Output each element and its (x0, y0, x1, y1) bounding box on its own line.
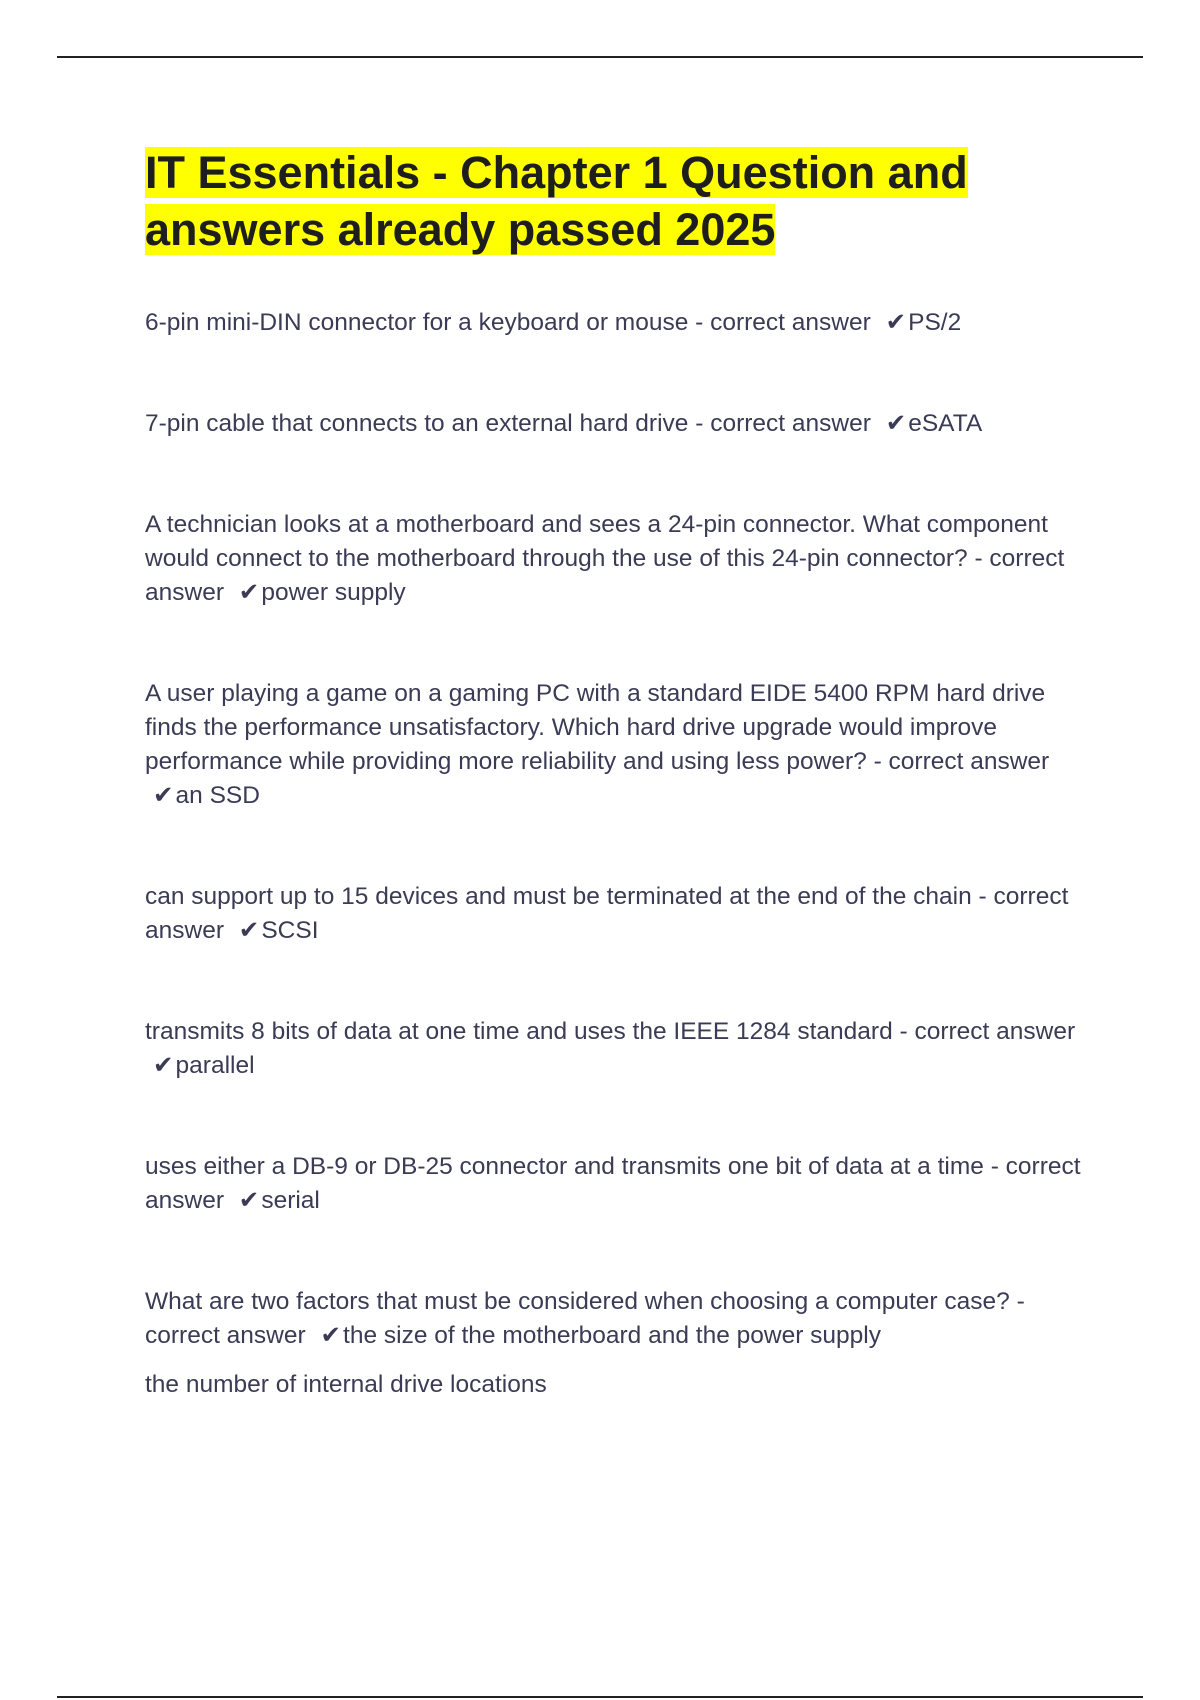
answer-text: the size of the motherboard and the power supply (343, 1322, 881, 1349)
correct-answer-marker: - correct answer (873, 748, 1050, 775)
question-text: transmits 8 bits of data at one time and uses the IEEE 1284 standard (145, 1018, 893, 1045)
answer-text: SCSI (261, 917, 319, 944)
document-body (145, 144, 1095, 1402)
correct-answer-marker: - correct answer (145, 545, 1065, 606)
title-highlight: IT Essentials - Chapter 1 Question and answers already passed 2025 (145, 147, 968, 255)
qa-item (145, 508, 1095, 610)
answer-text: power supply (261, 579, 406, 606)
question-text: A technician looks at a motherboard and sees a 24-pin connector. What component would connect to the motherboard through the use of this 24-pin connector? (145, 511, 1048, 572)
qa-item (145, 407, 1095, 441)
qa-list (145, 306, 1095, 1402)
checkmark-icon: ✔ (238, 917, 260, 944)
correct-answer-marker: - correct answer (695, 410, 871, 437)
question-text: can support up to 15 devices and must be terminated at the end of the chain (145, 883, 972, 910)
correct-answer-marker: - correct answer (899, 1018, 1076, 1045)
qa-item (145, 677, 1095, 813)
document-title (145, 144, 1095, 258)
checkmark-icon: ✔ (238, 1187, 260, 1214)
correct-answer-marker: - correct answer (145, 1153, 1081, 1214)
answer-continuation: the number of internal drive locations (145, 1371, 547, 1398)
answer-text: PS/2 (908, 309, 962, 336)
answer-text: serial (261, 1187, 320, 1214)
checkmark-icon: ✔ (885, 309, 907, 336)
bottom-rule (57, 1696, 1143, 1698)
question-text: 6-pin mini-DIN connector for a keyboard or mouse (145, 309, 689, 336)
correct-answer-marker: - correct answer (145, 883, 1069, 944)
answer-text: eSATA (908, 410, 983, 437)
checkmark-icon: ✔ (885, 410, 907, 437)
qa-item (145, 1015, 1095, 1083)
question-text: What are two factors that must be considered when choosing a computer case? (145, 1288, 1010, 1315)
answer-text: an SSD (175, 782, 260, 809)
question-text: 7-pin cable that connects to an external hard drive (145, 410, 689, 437)
qa-item (145, 306, 1095, 340)
qa-item (145, 880, 1095, 948)
checkmark-icon: ✔ (238, 579, 260, 606)
checkmark-icon: ✔ (320, 1322, 342, 1349)
qa-item (145, 1150, 1095, 1218)
question-text: A user playing a game on a gaming PC with a standard EIDE 5400 RPM hard drive finds the performance unsatisfactory. Which hard drive upgrade would improve performance while providing more reliability and using less power? (145, 680, 1046, 775)
correct-answer-marker: - correct answer (695, 309, 871, 336)
answer-text: parallel (175, 1052, 255, 1079)
question-text: uses either a DB-9 or DB-25 connector and transmits one bit of data at a time (145, 1153, 984, 1180)
top-rule (57, 56, 1143, 58)
checkmark-icon: ✔ (153, 1052, 174, 1079)
checkmark-icon: ✔ (153, 782, 174, 809)
qa-item (145, 1285, 1095, 1353)
correct-answer-marker: - correct answer (145, 1288, 1025, 1349)
